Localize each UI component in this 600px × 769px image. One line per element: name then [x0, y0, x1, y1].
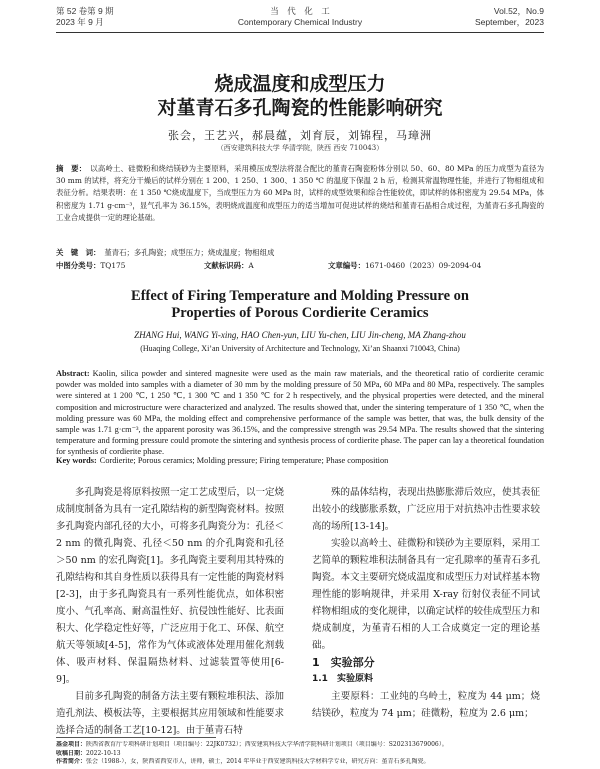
- footnote-author: [56, 758, 544, 767]
- author-bio-label: 作者简介：: [56, 758, 87, 765]
- running-header: [56, 6, 544, 34]
- body-paragraph: 多孔陶瓷是将原料按照一定工艺成型后，以一定烧成制度制备为具有一定孔隙结构的新型陶瓷材料。按照多孔陶瓷内部孔径的大小，可将多孔陶瓷分为：孔径＜2 nm 的微孔陶瓷、孔径＜50 nm 的介孔陶瓷和孔径＞50 nm 的宏孔陶瓷[1]。多孔陶瓷主要利用其特殊的孔隙结构和其自身性质以获得具有一定性能的陶瓷材料[2-3]，由于多孔陶瓷具有一系列性能优点，如体积密度小、气孔率高、耐高温性好、抗侵蚀性能好、比表面积大、化学稳定性好等，广泛应用于化工、环保、航空航天等领域[4-5]，常作为气体或液体处理用催化剂载体、吸声材料、保温隔热材料、过滤装置等使用[6-9]。: [56, 487, 285, 685]
- clc-field: [56, 260, 125, 271]
- clc-label: 中图分类号：: [56, 261, 101, 270]
- doccode-label: 文献标识码：: [204, 261, 249, 270]
- author-bio-text: 张会（1988-），女，陕西省西安市人，讲师，硕士，2014 年毕业于西安建筑科技大学材料学专业，研究方向：堇青石多孔陶瓷。: [86, 758, 430, 765]
- abstract-en-text: Kaolin, silica powder and sintered magnesite were used as the main raw materials, and the theoretical ratio of cordierite ceramic powder was molded into samples with a diameter of 30 mm by the molding pressure of 50 MPa, 60 MPa and 80 MPa, respectively. The samples were sintered at 1 200 ℃, 1 250 ℃, 1 300 ℃ and 1 350 ℃ for 2 h respectively, and the physical properties were detected, and the mineral composition and microstructure were characterized and analyzed. The results showed that, under the sintering temperature of 1 350 ℃, when the molding pressure was 60 MPa, the molding effect and comprehensive performance of the sample was better, that was, the bulk density of the sample was 1.71 g·cm⁻³, the apparent porosity was 36.15%, and the compressive strength was 29.54 MPa. The results showed that the sintering temperature and forming pressure could promote the sintering and synthesis process of cordierite phase. The paper can lay a theoretical foundation for synthesis of cordierite phase.: [56, 369, 544, 457]
- abstract-cn: [56, 163, 544, 224]
- volume-issue-en: Vol.52，No.9: [493, 6, 544, 16]
- received-label: 收稿日期：: [56, 749, 87, 757]
- keywords-cn-text: 堇青石；多孔陶瓷；成型压力；烧成温度；物相组成: [104, 248, 275, 257]
- footnote-rule: [56, 737, 216, 738]
- keywords-cn: [56, 247, 544, 258]
- section-heading: 1 实验部分: [312, 656, 375, 669]
- abstract-cn-text: 以高岭土、硅微粉和烧结镁砂为主要原料，采用模压成型法将混合配比的堇青石陶瓷粉体分别以 50、60、80 MPa 的压力成型为直径为 30 mm 的试样，将充分干燥后的试样分别在 1 200、1 250、1 300、1 350 ℃ 的温度下保温 2 h 后，检测其常温物理性能，并进行了物相组成和表征分析。结果表明：在 1 350 ℃烧成温度下，当成型压力为 60 MPa 时，试样的成型效果和综合性能较优，即试样的体积密度为 29.54 MPa，体积密度为 1.71 g·cm⁻³，显气孔率为 36.15%，表明烧成温度和成型压力的适当增加可促进试样的烧结和堇青石晶相合成过程，为堇青石多孔陶瓷的工业合成提供一定的理论基础。: [56, 164, 544, 222]
- authors-en: ZHANG Hui, WANG Yi-xing, HAO Chen-yun, LIU Yu-chen, LIU Jin-cheng, MA Zhang-zhou: [134, 330, 466, 340]
- article-number-field: [328, 260, 481, 271]
- body-paragraph: 殊的晶体结构，表现出热膨胀滞后效应，使其表征出较小的线膨胀系数，广泛应用于对抗热冲击性要求较高的场所[13-14]。: [312, 487, 541, 532]
- paper-title-cn: [40, 72, 560, 120]
- abstract-en: [56, 368, 544, 458]
- journal-name-cn: 当 代 化 工: [270, 6, 330, 16]
- title-cn-line2: 对堇青石多孔陶瓷的性能影响研究: [157, 97, 443, 119]
- affiliation-en: (Huaqing College, Xi’an University of Architecture and Technology, Xi’an Shaanxi 710043, China): [140, 344, 460, 353]
- doccode-field: [204, 260, 254, 271]
- subsection-heading: 1.1 实验原料: [312, 674, 373, 684]
- fund-label: 基金项目：: [56, 741, 87, 748]
- header-rule: [56, 32, 544, 33]
- issue-date-en: September，2023: [475, 17, 544, 27]
- article-number-label: 文章编号：: [328, 261, 365, 270]
- paper-title-en: [40, 288, 560, 322]
- title-en-line2: Properties of Porous Cordierite Ceramics: [171, 305, 429, 321]
- body-paragraph: 主要原料：工业纯的乌岭土，粒度为 44 μm；烧结镁砂，粒度为 74 μm；硅微粉，粒度为 2.6 μm；: [312, 691, 540, 719]
- doccode-value: A: [248, 261, 254, 270]
- footnote-fund: [56, 741, 544, 750]
- body-paragraph: 实验以高岭土、硅微粉和镁砂为主要原料，采用工艺简单的颗粒堆积法制备具有一定孔隙率的堇青石多孔陶瓷。本文主要研究烧成温度和成型压力对试样基本物理性能的影响规律，并采用 X-ray 衍射仪表征不同试样物相组成的变化规律，以确定试样的较佳成型压力和烧成制度，为堇青石相的人工合成奠定一定的理论基础。: [312, 538, 541, 651]
- affiliation-cn: （西安建筑科技大学 华清学院，陕西 西安 710043）: [216, 144, 384, 152]
- body-column-right: [312, 484, 540, 742]
- abstract-en-label: Abstract:: [56, 369, 90, 378]
- article-number-value: 1671-0460（2023）09-2094-04: [364, 261, 482, 270]
- footnotes: [56, 741, 544, 767]
- journal-name: [56, 6, 544, 28]
- title-en-line1: Effect of Firing Temperature and Molding Pressure on: [131, 288, 469, 304]
- keywords-en-label: Key words:: [56, 456, 97, 465]
- keywords-cn-label: 关 键 词：: [56, 248, 101, 257]
- keywords-en: [56, 455, 544, 466]
- clc-value: TQ175: [100, 261, 126, 270]
- volume-issue: 第 52 卷第 9 期: [56, 6, 114, 16]
- body-paragraph: 目前多孔陶瓷的制备方法主要有颗粒堆积法、添加造孔剂法、模板法等，主要根据其应用领域和性能要求选择合适的制备工艺[10-12]。由于堇青石特: [56, 691, 285, 736]
- authors-cn: 张会，王艺兴，郝晨蕴，刘育辰，刘锦程，马璋洲: [168, 129, 432, 142]
- title-cn-line1: 烧成温度和成型压力: [214, 73, 386, 95]
- journal-volume-en: [475, 6, 544, 28]
- journal-name-en: Contemporary Chemical Industry: [237, 17, 363, 27]
- body-column-left: [56, 484, 284, 742]
- abstract-cn-label: 摘 要：: [56, 164, 87, 173]
- footnote-received: [56, 750, 544, 759]
- fund-text: 陕西省教育厅专项科研计划项目（项目编号：22JK0732）；西安建筑科技大学华清学院科研计划项目（项目编号：S202313679006）。: [86, 741, 448, 748]
- keywords-en-text: Cordierite; Porous ceramics; Molding pressure; Firing temperature; Phase composition: [99, 456, 389, 465]
- received-date: 2022-10-13: [86, 749, 121, 757]
- issue-date-cn: 2023 年 9 月: [56, 17, 104, 27]
